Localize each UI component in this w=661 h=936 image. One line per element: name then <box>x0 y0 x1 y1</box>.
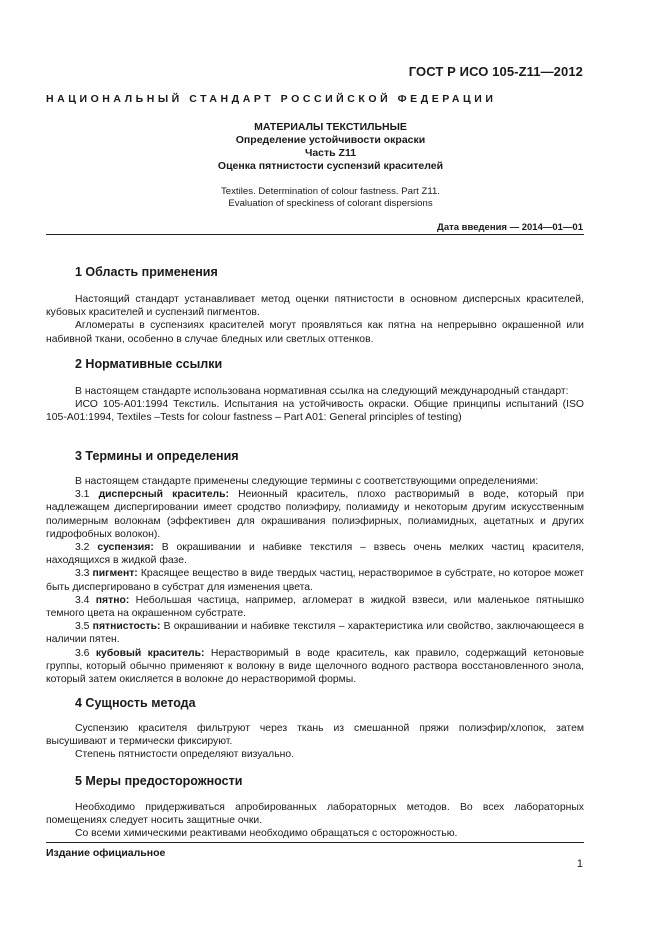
section-3-heading: 3 Термины и определения <box>75 449 239 463</box>
section-5-body <box>46 801 584 841</box>
definition: Неионный краситель, плохо растворимый в воде, который при надлежащем диспергировании имеет сродство полиэфиру, полиамиду и некоторым другим искусственным полимерным волокнам (эффективен для окрашивания полиэфирных, полиамидных, ацетатных и других гидрофобных волокон). <box>46 489 585 540</box>
term: пятно: <box>95 594 130 606</box>
definition: В окрашивании и набивке текстиля – взвесь очень мелких частиц красителя, находящихся в жидкой фазе. <box>46 542 585 567</box>
term-number: 3.3 <box>75 568 90 580</box>
definition: Красящее вещество в виде твердых частиц, нерастворимое в субстрате, но которое может быть диспергировано в субстрат для изменения цвета. <box>46 568 585 593</box>
term-number: 3.1 <box>75 489 90 501</box>
english-title-line-1: Textiles. Determination of colour fastness. Part Z11. <box>221 186 440 197</box>
title-line-4: Оценка пятнистости суспензий красителей <box>217 160 444 172</box>
section-4-heading: 4 Сущность метода <box>75 696 196 710</box>
title-line-2: Определение устойчивости окраски <box>235 134 426 146</box>
english-title-line-2: Evaluation of speckiness of colorant dispersions <box>228 198 433 209</box>
section-3-body <box>46 475 584 686</box>
english-title <box>0 186 661 210</box>
term: пятнистость: <box>92 621 161 633</box>
term-definition <box>46 594 584 620</box>
paragraph: Агломераты в суспензиях красителей могут проявляться как пятна на непрерывно окрашенной или набивной ткани, особенно в случае бледных или светлых оттенков. <box>46 320 584 345</box>
introduction-date: Дата введения — 2014—01—01 <box>437 222 583 233</box>
term: пигмент: <box>92 568 138 580</box>
definition: Нерастворимый в воде краситель, как правило, содержащий кетоновые группы, который обычно применяют к волокну в виде щелочного водного раствора восстановленного энола, который затем окисляется в волокне до нерастворимой формы. <box>46 647 584 686</box>
term-number: 3.6 <box>75 647 90 659</box>
term: дисперсный краситель: <box>98 489 229 501</box>
national-standard-banner: НАЦИОНАЛЬНЫЙ СТАНДАРТ РОССИЙСКОЙ ФЕДЕРАЦИИ <box>46 93 497 105</box>
section-4-body <box>46 722 584 762</box>
header-divider <box>46 234 584 235</box>
title-line-1: МАТЕРИАЛЫ ТЕКСТИЛЬНЫЕ <box>254 121 407 133</box>
document-code: ГОСТ Р ИСО 105-Z11—2012 <box>408 64 583 79</box>
definition: Небольшая частица, например, агломерат в жидкой взвеси, или маленькое пятнышко темного цвета на окрашенном субстрате. <box>46 594 585 620</box>
term-definition <box>46 620 584 646</box>
term: кубовый краситель: <box>95 647 205 659</box>
term-definition <box>46 541 584 567</box>
term-number: 3.4 <box>75 594 90 606</box>
term-number: 3.5 <box>75 621 90 633</box>
document-title <box>0 121 661 173</box>
section-5-heading: 5 Меры предосторожности <box>75 774 243 788</box>
section-2-body <box>46 385 584 425</box>
term-number: 3.2 <box>75 542 90 554</box>
paragraph: Настоящий стандарт устанавливает метод оценки пятнистости в основном дисперсных красителей, кубовых красителей и суспензий пигментов. <box>46 294 584 319</box>
footer-divider <box>46 842 584 843</box>
title-line-3: Часть Z11 <box>304 147 357 159</box>
section-2-heading: 2 Нормативные ссылки <box>75 357 223 371</box>
paragraph: Степень пятнистости определяют визуально. <box>75 749 295 761</box>
section-1-heading: 1 Область применения <box>75 265 218 279</box>
term-definition <box>46 647 584 687</box>
term: суспензия: <box>97 542 154 554</box>
section-1-body <box>46 293 584 346</box>
definition: В окрашивании и набивке текстиля – характеристика или свойство, заключающееся в наличии пятен. <box>46 621 584 646</box>
paragraph: Суспензию красителя фильтруют через ткань из смешанной пряжи полиэфир/хлопок, затем высушивают и термически фиксируют. <box>46 723 584 748</box>
paragraph: В настоящем стандарте использована нормативная ссылка на следующий международный стандарт: <box>75 386 569 397</box>
term-definition <box>46 488 584 541</box>
paragraph: Необходимо придерживаться апробированных лабораторных методов. Во всех лабораторных помещениях следует носить защитные очки. <box>46 802 584 827</box>
term-definition <box>46 567 584 593</box>
paragraph: Со всеми химическими реактивами необходимо обращаться с осторожностью. <box>75 828 458 840</box>
paragraph: В настоящем стандарте применены следующие термины с соответствующими определениями: <box>75 476 539 487</box>
official-edition-label: Издание официальное <box>46 847 166 859</box>
paragraph: ИСО 105-А01:1994 Текстиль. Испытания на устойчивость окраски. Общие принципы испытаний (ISO 105-A01:1994, Textiles –Tests for colour fastness – Part A01: General principles of testing) <box>46 399 584 424</box>
page-number: 1 <box>576 858 583 870</box>
